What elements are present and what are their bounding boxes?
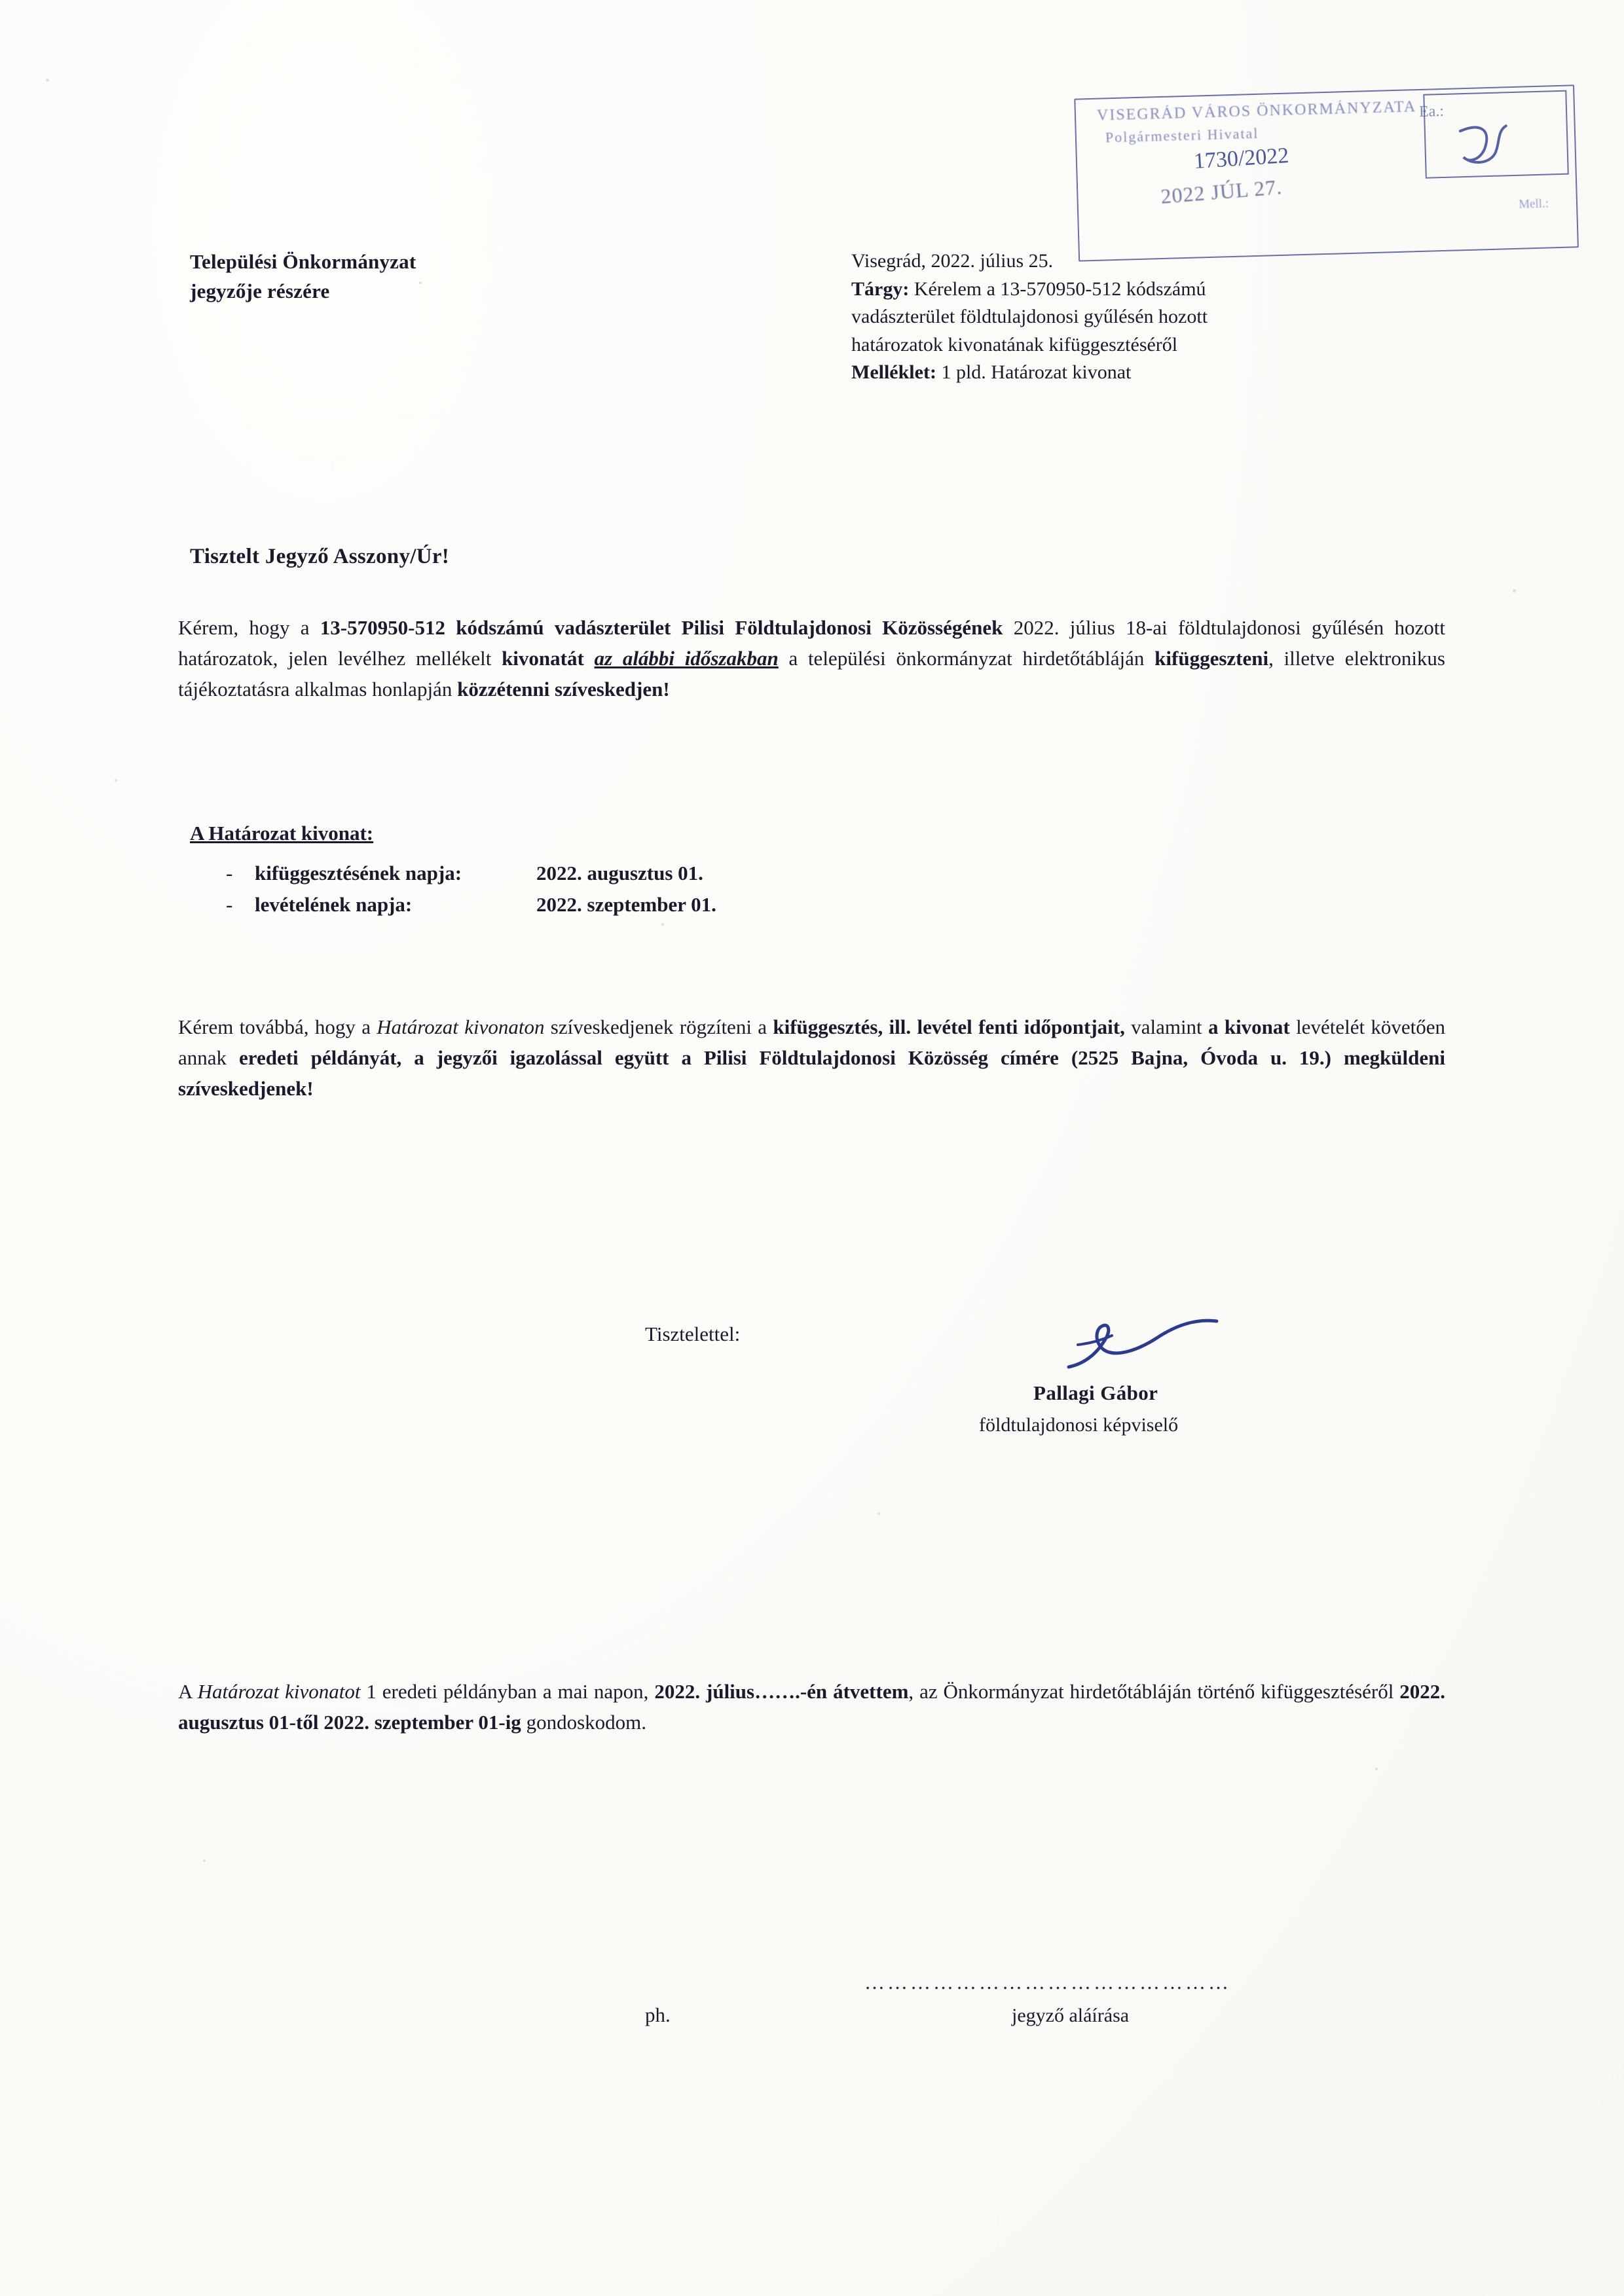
signature-caption: jegyző aláírása bbox=[1012, 2005, 1130, 2026]
salutation: Tisztelt Jegyző Asszony/Úr! bbox=[190, 545, 450, 568]
p3-bold-posting-period: 2022. augusztus 01-től 2022. szeptember 01-ig bbox=[178, 1680, 1445, 1734]
p1-text-a: Kérem, hogy a bbox=[178, 616, 320, 639]
scan-speck bbox=[1375, 1768, 1378, 1770]
place-and-date: Visegrád, 2022. július 25. bbox=[851, 250, 1054, 272]
scan-speck bbox=[1513, 589, 1516, 592]
posting-date-value: 2022. augusztus 01. bbox=[536, 862, 703, 884]
paragraph-request bbox=[178, 612, 1445, 704]
stamp-received-date: 2022 JÚL 27. bbox=[1160, 175, 1283, 208]
p1-text-c: a települési önkormányzat hirdetőtábláján bbox=[778, 647, 1155, 670]
list-item bbox=[226, 889, 716, 920]
subject-label: Tárgy: bbox=[851, 278, 910, 300]
p3-bold-receipt-date: 2022. július…….-én átvettem bbox=[654, 1680, 909, 1703]
removal-date-label: levételének napja: bbox=[255, 893, 413, 917]
p2-bold-dates: kifüggesztés, ill. levétel fenti időpontjait, bbox=[773, 1015, 1125, 1038]
stamp-office-line1: VISEGRÁD VÁROS ÖNKORMÁNYZATA bbox=[1096, 98, 1417, 124]
stamp-office-line2: Polgármesteri Hivatal bbox=[1105, 124, 1259, 146]
p3-italic-extract: Határozat kivonatot bbox=[197, 1680, 361, 1703]
addressee-block bbox=[190, 247, 416, 306]
paragraph-receipt bbox=[178, 1676, 1445, 1738]
handwritten-signature-icon bbox=[1061, 1309, 1231, 1381]
addressee-line-1: Települési Önkormányzat bbox=[190, 250, 416, 273]
p1-text-b: 2022. július 18-ai földtulajdonosi gyűlésén hozott határozatok, jelen levélhez mellékelt bbox=[178, 616, 1445, 670]
p2-italic-extract: Határozat kivonaton bbox=[377, 1015, 545, 1038]
attachment-value: 1 pld. Határozat kivonat bbox=[941, 361, 1132, 384]
list-item bbox=[226, 858, 716, 889]
p2-text-b: szíveskedjenek rögzíteni a bbox=[544, 1015, 773, 1038]
p3-text-a: A bbox=[178, 1680, 198, 1703]
p3-text-c: , az Önkormányzat hirdetőtábláján történő kifüggesztéséről bbox=[908, 1680, 1400, 1703]
scan-speck bbox=[115, 779, 117, 782]
subject-text-1: Kérelem a 13-570950-512 kódszámú bbox=[913, 278, 1206, 300]
section-title-decision-extract: A Határozat kivonat: bbox=[190, 822, 374, 845]
scan-speck bbox=[661, 923, 664, 926]
p1-text-d: , illetve elektronikus tájékoztatásra alkalmas honlapján bbox=[178, 647, 1445, 701]
addressee-line-2: jegyzője részére bbox=[190, 279, 330, 302]
attachment-label: Melléklet: bbox=[851, 361, 936, 384]
stamp-mell-label: Mell.: bbox=[1518, 196, 1549, 211]
p2-bold-extract: a kivonat bbox=[1208, 1015, 1290, 1038]
subject-line-2: vadászterület földtulajdonosi gyűlésén hozott bbox=[851, 306, 1208, 328]
scan-speck bbox=[46, 79, 49, 82]
scan-speck bbox=[203, 1859, 206, 1862]
p2-text-d: levételét követően annak bbox=[178, 1015, 1446, 1070]
regards-text: Tisztelettel: bbox=[645, 1322, 741, 1345]
p3-text-d: gondoskodom. bbox=[521, 1711, 646, 1734]
stamp-registry-number: 1730/2022 bbox=[1192, 143, 1290, 174]
p2-bold-address: eredeti példányát, a jegyzői igazolással együtt a Pilisi Földtulajdonosi Közösség címére (2525 Bajna, Óvoda u. 19.) megküldeni szíveskedjenek! bbox=[178, 1046, 1445, 1101]
paragraph-return-instructions bbox=[178, 1011, 1445, 1104]
stamp-ea-label: Ea.: bbox=[1418, 102, 1445, 120]
p3-text-b: 1 eredeti példányban a mai napon, bbox=[360, 1680, 655, 1703]
p1-bold-code: 13-570950-512 kódszámú vadászterület Pilisi Földtulajdonosi Közösségének bbox=[320, 616, 1003, 639]
p1-bold-post: kifüggeszteni bbox=[1154, 647, 1269, 670]
dates-list bbox=[226, 858, 716, 920]
attachment-line bbox=[851, 359, 1539, 387]
list-bullet: - bbox=[226, 862, 233, 884]
signatory-name: Pallagi Gábor bbox=[1033, 1381, 1158, 1404]
p2-text-c: valamint bbox=[1124, 1015, 1208, 1038]
p2-text-a: Kérem továbbá, hogy a bbox=[178, 1015, 377, 1038]
list-bullet: - bbox=[226, 893, 233, 917]
signature-dotted-line: ………………………………………… bbox=[864, 1971, 1231, 1994]
removal-date-value: 2022. szeptember 01. bbox=[536, 893, 716, 917]
p1-bold-kivonat: kivonatát bbox=[502, 647, 595, 670]
seal-placeholder: ph. bbox=[645, 2003, 671, 2026]
stamp-handwriting-icon bbox=[1450, 116, 1530, 177]
header-right-block bbox=[851, 247, 1539, 387]
scan-speck bbox=[877, 1512, 880, 1515]
p1-bold-publish: közzétenni szíveskedjen! bbox=[457, 678, 670, 701]
scan-speck bbox=[419, 282, 422, 284]
posting-date-label: kifüggesztésének napja: bbox=[255, 862, 462, 884]
p1-underline-period: az alábbi időszakban bbox=[594, 647, 779, 670]
signatory-role: földtulajdonosi képviselő bbox=[979, 1414, 1179, 1436]
subject-line-3: határozatok kivonatának kifüggesztéséről bbox=[851, 333, 1178, 355]
subject-line-1 bbox=[851, 276, 1539, 304]
